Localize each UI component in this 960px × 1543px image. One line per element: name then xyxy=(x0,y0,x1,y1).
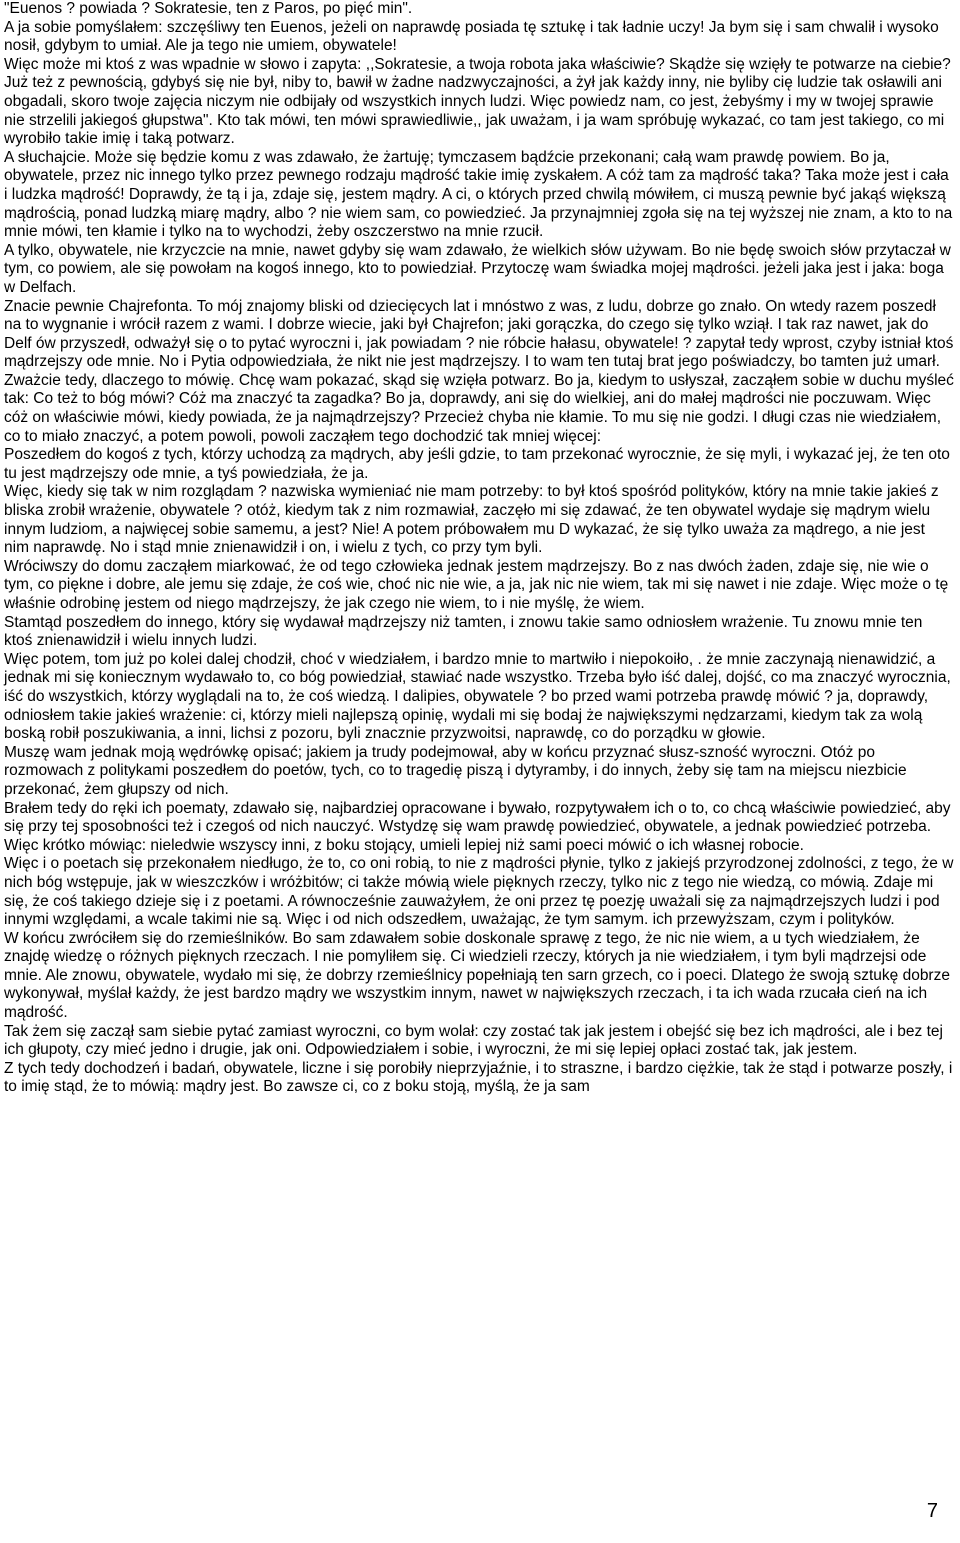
paragraph: A słuchajcie. Może się będzie komu z was zdawało, że żartuję; tymczasem bądźcie przekonani; całą wam prawdę powiem. Bo ja, obywatele, przez nic innego tylko przez pewnego rodzaju mądrość takie imię zyskałem. A cóż tam za mądrość taka? Taka może jest i cała i ludzka mądrość! Doprawdy, że tą i ja, zdaje się, jestem mądry. A ci, o których przed chwilą mówiłem, ci muszą pewnie być jakąś większą mądrością, ponad ludzką miarę mądry, albo ? nie wiem sam, co powiedzieć. Ja przynajmniej zgoła się na tej wyższej nie znam, a kto to na mnie mówi, ten kłamie i tylko na to wychodzi, żeby oszczerstwo na mnie rzucił. xyxy=(4,148,953,241)
paragraph: Stamtąd poszedłem do innego, który się wydawał mądrzejszy niż tamten, i znowu takie samo odniosłem wrażenie. Tu znowu mnie ten ktoś znienawidził i wielu innych ludzi. xyxy=(4,613,923,650)
paragraph: Więc, kiedy się tak w nim rozglądam ? nazwiska wymieniać nie mam potrzeby: to był ktoś spośród polityków, który na mnie takie jakieś z bliska zrobił wrażenie, obywatele ? otóż, kiedym tak z nim rozmawiał, zaczęło mi się zdawać, że ten obywatel wydaje się mądrym wielu innym ludziom, a najwięcej sobie samemu, a jest? Nie! A potem próbowałem mu D wykazać, że się tylko uważa za mądrego, a nie jest nim naprawdę. No i stąd mnie znienawidził i on, i wielu z tych, co przy tym byli. xyxy=(4,483,939,557)
paragraph: "Euenos ? powiada ? Sokratesie, ten z Paros, po pięć min". xyxy=(4,0,413,17)
paragraph: Z tych tedy dochodzeń i badań, obywatele, liczne i się porobiły nieprzyjaźnie, i to straszne, i bardzo ciężkie, tak że stąd i potwarze poszły, i to imię stąd, że to mówią: mądry jest. Bo zawsze ci, co z boku stoją, myślą, że ja sam xyxy=(4,1059,953,1096)
paragraph: A tylko, obywatele, nie krzyczcie na mnie, nawet gdyby się wam zdawało, że wielkich słów używam. Bo nie będę swoich słów przytaczał w tym, co powiem, ale się powołam na kogoś innego, kto to powiedział. Przytoczę wam świadka mojej mądrości. jeżeli jaka jest i jaka: boga w Delfach. xyxy=(4,241,951,296)
paragraph: Muszę wam jednak moją wędrówkę opisać; jakiem ja trudy podejmował, aby w końcu przyznać słusz-szność wyroczni. Otóż po rozmowach z politykami poszedłem do poetów, tych, co to tragedię piszą i dytyramby, i do innych, żeby się tam na miejscu niezbicie przekonać, żem głupszy od nich. xyxy=(4,743,907,798)
paragraph: Tak żem się zaczął sam siebie pytać zamiast wyroczni, co bym wolał: czy zostać tak jak jestem i obejść się bez ich mądrości, ale i bez tej ich głupoty, czy mieć jedno i drugie, jak oni. Odpowiedziałem i sobie, i wyroczni, że mi się lepiej opłaci zostać tak, jak jestem. xyxy=(4,1022,943,1059)
paragraph: A ja sobie pomyślałem: szczęśliwy ten Euenos, jeżeli on naprawdę posiada tę sztukę i tak ładnie uczy! Ja bym się i sam chwalił i wysoko nosił, gdybym to umiał. Ale ja tego nie umiem, obywatele! xyxy=(4,18,939,55)
paragraph: Więc potem, tom już po kolei dalej chodził, choć v wiedziałem, i bardzo mnie to martwiło i niepokoiło, . że mnie zaczynają nienawidzić, a jednak mi się koniecznym wydawało to, co bóg powiedział, stawiać nade wszystko. Trzeba było iść dalej, dojść, co ma znaczyć wyrocznia, iść do wszystkich, którzy wyglądali na to, że coś wiedzą. I dalipies, obywatele ? bo przed wami potrzeba prawdę mówić ? ja, doprawdy, odniosłem takie jakieś wrażenie: ci, którzy mieli najlepszą opinię, wydali mi się bodaj że największymi nędzarzami, kiedym tak za wolą boską robił poszukiwania, a inni, lichsi z pozoru, byli znacznie przyzwoitsi, naprawdę, co do porządku w głowie. xyxy=(4,650,951,743)
paragraph: Poszedłem do kogoś z tych, którzy uchodzą za mądrych, aby jeśli gdzie, to tam przekonać wyrocznie, że się myli, i wykazać jej, że ten oto tu jest mądrzejszy ode mnie, a tyś powiedziała, że ja. xyxy=(4,446,950,482)
page-number: 7 xyxy=(926,1500,938,1522)
document-body xyxy=(4,0,954,1097)
paragraph: Wróciwszy do domu zacząłem miarkować, że od tego człowieka jednak jestem mądrzejszy. Bo z nas dwóch żaden, zdaje się, nie wie o tym, co piękne i dobre, ale jemu się zdaje, że coś wie, choć nic nie wie, a ja, jak nic nie wiem, tak mi się nawet i nie zdaje. Więc może o tę właśnie odrobinę jestem od niego mądrzejszy, że jak czego nie wiem, to i nie myślę, że wiem. xyxy=(4,557,949,612)
paragraph: W końcu zwróciłem się do rzemieślników. Bo sam zdawałem sobie doskonale sprawę z tego, że nic nie wiem, a u tych wiedziałem, że znajdę wiedzę o różnych pięknych rzeczach. I nie pomyliłem się. Ci wiedzieli rzeczy, których ja nie wiedziałem, i tym byli mądrzejsi ode mnie. Ale znowu, obywatele, wydało mi się, że dobrzy rzemieślnicy popełniają ten sarn grzech, co i poeci. Dlatego że swoją sztukę dobrze wykonywał, myślał każdy, że jest bardzo mądry we wszystkim innym, nawet w największych rzeczach, i ta ich wada rzucała cień na ich mądrość. xyxy=(4,929,950,1022)
paragraph: Więc i o poetach się przekonałem niedługo, że to, co oni robią, to nie z mądrości płynie, tylko z jakiejś przyrodzonej zdolności, z tego, że w nich bóg wstępuje, jak w wieszczków i wróżbitów; ci także mówią wiele pięknych rzeczy, tylko nic z tego nie wiedzą, co mówią. Zdaje mi się, że coś takiego dzieje się i z poetami. A równocześnie zauważyłem, że oni przez tę poezję uważali się za najmądrzejszych ludzi i pod innymi względami, a wcale takimi nie są. Więc i od nich odszedłem, uważając, że tym samym. ich przewyższam, czym i polityków. xyxy=(4,855,954,929)
paragraph: Znacie pewnie Chajrefonta. To mój znajomy bliski od dziecięcych lat i mnóstwo z was, z ludu, dobrze go znało. On wtedy razem poszedł na to wygnanie i wrócił razem z wami. I dobrze wiecie, jaki był Chajrefon; jaki gorączka, do czego się tylko wziął. I tak raz nawet, jak do Delf ów przyszedł, odważył się o to pytać wyroczni i, jak powiadam ? nie róbcie hałasu, obywatele! ? zapytał tedy wprost, czyby istniał ktoś mądrzejszy ode mnie. No i Pytia odpowiedziała, że nikt nie jest mądrzejszy. I to wam ten tutaj brat jego poświadczy, bo tamten już umarł. xyxy=(4,297,954,371)
paragraph: Zważcie tedy, dlaczego to mówię. Chcę wam pokazać, skąd się wzięła potwarz. Bo ja, kiedym to usłyszał, zacząłem sobie w duchu myśleć tak: Co też to bóg mówi? Cóż ma znaczyć ta zagadka? Bo ja, doprawdy, ani się do wielkiej, ani do małej mądrości nie poczuwam. Więc cóż on właściwie mówi, kiedy powiada, że ja najmądrzejszy? Przecież chyba nie kłamie. To mu się nie godzi. I długi czas nie wiedziałem, co to miało znaczyć, a potem powoli, powoli zacząłem tego dochodzić tak mniej więcej: xyxy=(4,371,954,445)
paragraph: Więc może mi ktoś z was wpadnie w słowo i zapyta: ,,Sokratesie, a twoja robota jaka właściwie? Skądże się wzięły te potwarze na ciebie? Już też z pewnością, gdybyś się nie był, niby to, bawił w żadne nadzwyczajności, a żył jak każdy inny, nie byliby cię ludzie tak osławili ani obgadali, skoro twoje zajęcia niczym nie odbijały od wszystkich innych ludzi. Więc powiedz nam, co jest, żebyśmy i my w twojej sprawie nie strzelili jakiegoś głupstwa". Kto tak mówi, ten mówi sprawiedliwie,, jak uważam, i ja wam spróbuję wykazać, co tam jest takiego, co mi wyrobiło takie imię i taką potwarz. xyxy=(4,55,951,148)
paragraph: Brałem tedy do ręki ich poematy, zdawało się, najbardziej opracowane i bywało, rozpytywałem ich o to, co chcą właściwie powiedzieć, aby się przy tej sposobności też i czegoś od nich nauczyć. Wstydzę się wam prawdę powiedzieć, obywatele, a jednak powiedzieć potrzeba. Więc krótko mówiąc: nieledwie wszyscy inni, z boku stojący, umieli lepiej niż sami poeci mówić o ich własnej robocie. xyxy=(4,799,951,854)
